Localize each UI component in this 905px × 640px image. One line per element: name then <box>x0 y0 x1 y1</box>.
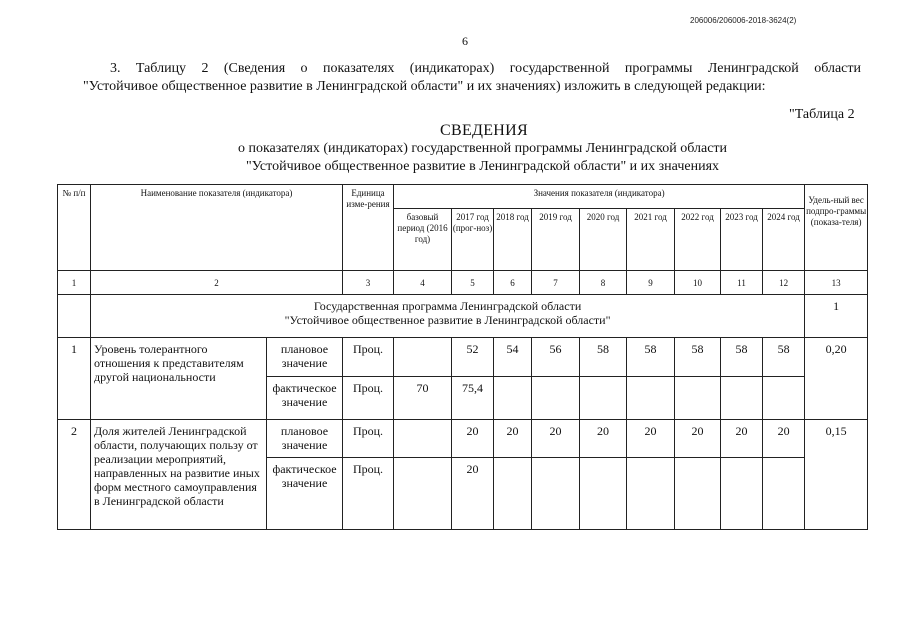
value-cell <box>580 377 627 420</box>
header-values-group: Значения показателя (индикатора) <box>394 185 805 209</box>
intro-paragraph <box>83 60 861 96</box>
col-number: 13 <box>805 271 868 295</box>
header-col-2023: 2023 год <box>721 209 763 271</box>
header-col-2021: 2021 год <box>627 209 675 271</box>
program-title-line-2: "Устойчивое общественное развитие в Ленинградской области" <box>284 313 611 327</box>
program-title <box>91 295 805 338</box>
intro-line-1: 3. Таблицу 2 (Сведения о показателях (индикаторах) государственной программы Ленинградской области <box>110 61 861 76</box>
value-cell <box>721 458 763 530</box>
row-number: 1 <box>58 338 91 420</box>
col-number: 6 <box>494 271 532 295</box>
unit-cell: Проц. <box>343 338 394 377</box>
subtitle-line-2: "Устойчивое общественное развитие в Ленинградской области" и их значениях <box>245 159 720 174</box>
header-col-2019: 2019 год <box>532 209 580 271</box>
header-num: № п/п <box>58 185 91 271</box>
value-cell: 20 <box>532 420 580 458</box>
intro-line-2: "Устойчивое общественное развитие в Ленинградской области" и их значениях) изложить в следующей редакции: <box>83 79 766 94</box>
value-cell <box>580 458 627 530</box>
document-id: 206006/206006-2018-3624(2) <box>690 16 797 25</box>
unit-cell: Проц. <box>343 377 394 420</box>
value-cell <box>763 458 805 530</box>
program-title-line-1: Государственная программа Ленинградской области <box>313 299 582 313</box>
program-num-cell <box>58 295 91 338</box>
value-type-label: фактическое значение <box>267 377 343 420</box>
value-cell: 58 <box>580 338 627 377</box>
weight-cell: 0,20 <box>805 338 868 420</box>
value-cell <box>675 377 721 420</box>
value-cell: 75,4 <box>452 377 494 420</box>
col-number: 3 <box>343 271 394 295</box>
value-cell: 58 <box>721 338 763 377</box>
row-number: 2 <box>58 420 91 530</box>
value-cell: 20 <box>452 420 494 458</box>
indicator-name: Уровень толерантного отношения к представителям другой национальности <box>91 338 267 420</box>
col-number: 4 <box>394 271 452 295</box>
value-cell: 52 <box>452 338 494 377</box>
indicators-table <box>57 184 868 530</box>
program-weight: 1 <box>805 295 868 338</box>
value-cell: 58 <box>627 338 675 377</box>
value-cell: 58 <box>763 338 805 377</box>
value-cell <box>627 458 675 530</box>
header-col-2018: 2018 год <box>494 209 532 271</box>
value-cell <box>532 458 580 530</box>
col-number: 9 <box>627 271 675 295</box>
header-col-2017: 2017 год (прог-ноз) <box>452 209 494 271</box>
value-cell <box>394 338 452 377</box>
value-cell <box>394 420 452 458</box>
value-type-label: плановое значение <box>267 338 343 377</box>
header-name: Наименование показателя (индикатора) <box>91 185 343 271</box>
unit-cell: Проц. <box>343 458 394 530</box>
value-cell: 70 <box>394 377 452 420</box>
col-number: 12 <box>763 271 805 295</box>
unit-cell: Проц. <box>343 420 394 458</box>
col-number: 5 <box>452 271 494 295</box>
value-cell <box>763 377 805 420</box>
col-number: 7 <box>532 271 580 295</box>
header-unit: Единица изме-рения <box>343 185 394 271</box>
indicator-name: Доля жителей Ленинградской области, получающих пользу от реализации мероприятий, направленных на развитие иных форм местного самоуправления в Ленинградской области <box>91 420 267 530</box>
heading: СВЕДЕНИЯ <box>440 122 528 139</box>
value-cell: 54 <box>494 338 532 377</box>
header-col-base: базовый период (2016 год) <box>394 209 452 271</box>
col-number: 10 <box>675 271 721 295</box>
value-cell: 20 <box>452 458 494 530</box>
value-cell: 58 <box>675 338 721 377</box>
value-cell <box>675 458 721 530</box>
value-cell: 20 <box>675 420 721 458</box>
value-cell <box>494 377 532 420</box>
value-cell <box>627 377 675 420</box>
table-label: "Таблица 2 <box>789 107 855 122</box>
value-cell: 20 <box>721 420 763 458</box>
weight-cell: 0,15 <box>805 420 868 530</box>
value-cell: 20 <box>494 420 532 458</box>
value-cell <box>394 458 452 530</box>
page-number: 6 <box>462 34 468 48</box>
col-number: 11 <box>721 271 763 295</box>
header-col-2022: 2022 год <box>675 209 721 271</box>
value-cell: 56 <box>532 338 580 377</box>
value-cell <box>721 377 763 420</box>
value-cell: 20 <box>627 420 675 458</box>
header-weight: Удель-ный вес подпро-граммы (показа-теля) <box>805 185 868 271</box>
header-col-2024: 2024 год <box>763 209 805 271</box>
value-type-label: плановое значение <box>267 420 343 458</box>
value-cell <box>532 377 580 420</box>
value-type-label: фактическое значение <box>267 458 343 530</box>
col-number: 1 <box>58 271 91 295</box>
col-number: 8 <box>580 271 627 295</box>
value-cell <box>494 458 532 530</box>
value-cell: 20 <box>580 420 627 458</box>
header-col-2020: 2020 год <box>580 209 627 271</box>
value-cell: 20 <box>763 420 805 458</box>
subtitle-line-1: о показателях (индикаторах) государственной программы Ленинградской области <box>237 141 728 156</box>
col-number: 2 <box>91 271 343 295</box>
